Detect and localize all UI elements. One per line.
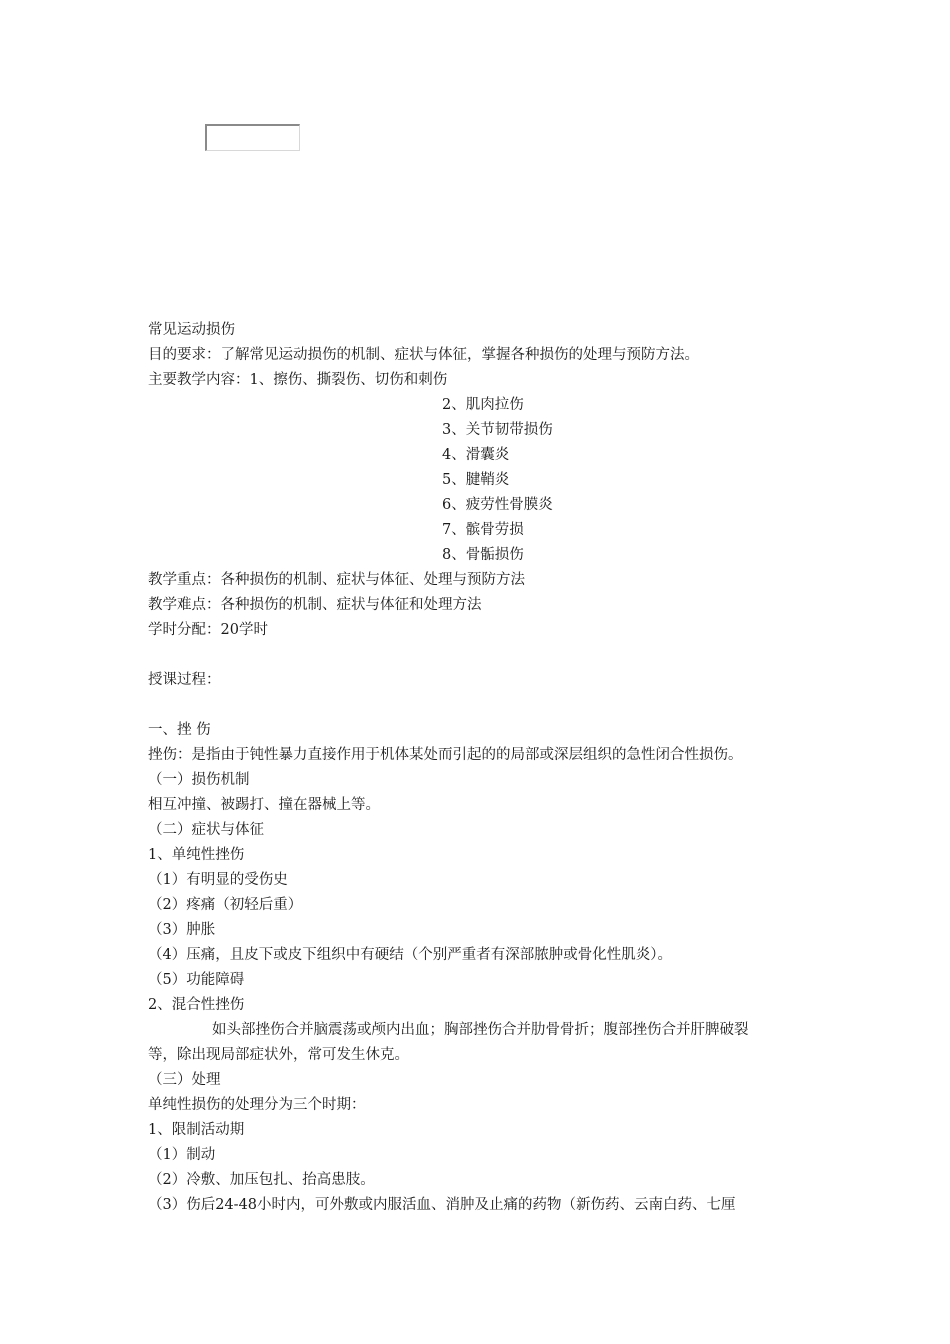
list-item: （1）有明显的受伤史 xyxy=(148,872,288,888)
content-first-line: 主要教学内容：1、擦伤、撕裂伤、切伤和刺伤 xyxy=(148,372,448,388)
item-title: 1、限制活动期 xyxy=(148,1122,245,1138)
objective-line: 目的要求：了解常见运动损伤的机制、症状与体征，掌握各种损伤的处理与预防方法。 xyxy=(148,347,699,363)
paragraph-line: 相互冲撞、被踢打、撞在器械上等。 xyxy=(148,797,380,813)
item-title: 2、混合性挫伤 xyxy=(148,997,245,1013)
content-item: 7、髌骨劳损 xyxy=(442,522,524,538)
blank-line xyxy=(148,643,818,668)
document-body xyxy=(148,318,818,1218)
list-item: （1）制动 xyxy=(148,1147,216,1163)
section-title: 一、挫 伤 xyxy=(148,722,211,738)
list-item: （4）压痛，且皮下或皮下组织中有硬结（个别严重者有深部脓肿或骨化性肌炎）。 xyxy=(148,947,672,963)
list-item: （2）冷敷、加压包扎、抬高患肢。 xyxy=(148,1172,375,1188)
paragraph-line: 单纯性损伤的处理分为三个时期： xyxy=(148,1097,366,1113)
hours-line: 学时分配：20学时 xyxy=(148,622,268,638)
difficulty-line: 教学难点：各种损伤的机制、症状与体征和处理方法 xyxy=(148,597,482,613)
blank-line xyxy=(148,693,818,718)
subsection-title: （三）处理 xyxy=(148,1072,221,1088)
content-item: 3、关节韧带损伤 xyxy=(442,422,553,438)
paragraph-line: 如头部挫伤合并脑震荡或颅内出血；胸部挫伤合并肋骨骨折；腹部挫伤合并肝脾破裂 xyxy=(212,1022,749,1038)
list-item: （3）伤后24-48小时内，可外敷或内服活血、消肿及止痛的药物（新伤药、云南白药、七厘 xyxy=(148,1197,736,1213)
list-item: （5）功能障碍 xyxy=(148,972,245,988)
document-title: 常见运动损伤 xyxy=(148,322,235,338)
content-item: 2、肌肉拉伤 xyxy=(442,397,524,413)
content-item: 8、骨骺损伤 xyxy=(442,547,524,563)
embedded-frame-box xyxy=(205,124,300,151)
item-title: 1、单纯性挫伤 xyxy=(148,847,245,863)
content-item: 6、疲劳性骨膜炎 xyxy=(442,497,553,513)
focus-line: 教学重点：各种损伤的机制、症状与体征、处理与预防方法 xyxy=(148,572,525,588)
list-item: （2）疼痛（初轻后重） xyxy=(148,897,303,913)
list-item: （3）肿胀 xyxy=(148,922,216,938)
subsection-title: （一）损伤机制 xyxy=(148,772,250,788)
subsection-title: （二）症状与体征 xyxy=(148,822,264,838)
definition-line: 挫伤：是指由于钝性暴力直接作用于机体某处而引起的的局部或深层组织的急性闭合性损伤。 xyxy=(148,747,743,763)
content-item: 5、腱鞘炎 xyxy=(442,472,510,488)
process-heading: 授课过程： xyxy=(148,672,221,688)
content-item: 4、滑囊炎 xyxy=(442,447,510,463)
paragraph-line: 等，除出现局部症状外，常可发生休克。 xyxy=(148,1047,409,1063)
